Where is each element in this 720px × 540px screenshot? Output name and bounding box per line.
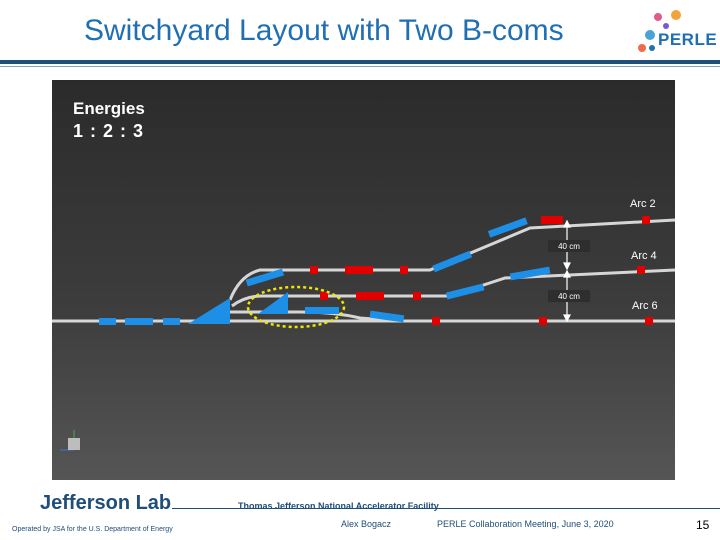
arc-2-label: Arc 2 — [630, 198, 656, 210]
dipole — [488, 217, 528, 237]
author-name: Alex Bogacz — [341, 519, 392, 529]
dipole — [510, 267, 551, 281]
quad — [413, 292, 421, 300]
quad — [645, 317, 653, 325]
dipole — [432, 251, 472, 272]
quad — [432, 317, 440, 325]
operated-by-text: Operated by JSA for the U.S. Department of Energy — [12, 526, 173, 533]
quad — [320, 292, 328, 300]
dipole — [446, 283, 485, 299]
axis-gizmo — [60, 430, 80, 450]
slide-title: Switchyard Layout with Two B-coms — [84, 14, 564, 47]
jefferson-lab-logo: Jefferson Lab — [40, 492, 172, 514]
spacing-label-2: 40 cm — [558, 292, 580, 301]
spacing-arrows — [564, 221, 570, 321]
arrow-head — [564, 263, 570, 269]
axis-cube — [68, 438, 80, 450]
meeting-info: PERLE Collaboration Meeting, June 3, 2020 — [437, 519, 614, 529]
quad — [345, 266, 373, 274]
page-number: 15 — [696, 518, 710, 532]
quad — [400, 266, 408, 274]
perle-logo-text: PERLE — [658, 30, 718, 49]
energies-ratio: 1 : 2 : 3 — [73, 121, 145, 141]
septum-dipole — [188, 298, 230, 324]
arc-4-label: Arc 4 — [631, 250, 657, 262]
energies-title: Energies — [73, 99, 145, 118]
quad — [539, 317, 547, 325]
arc-6-label: Arc 6 — [632, 300, 658, 312]
arrow-head — [564, 221, 570, 227]
dipole — [163, 318, 180, 325]
arrow-head — [564, 271, 570, 277]
quadrupoles — [310, 216, 653, 325]
quad — [642, 216, 650, 224]
quad — [637, 266, 645, 274]
dipole — [125, 318, 153, 325]
spacing-label-1: 40 cm — [558, 242, 580, 251]
dipole — [305, 307, 339, 314]
quad — [356, 292, 384, 300]
quad — [541, 216, 563, 224]
quad — [310, 266, 318, 274]
facility-name: Thomas Jefferson National Accelerator Facility — [238, 501, 439, 511]
dipole — [99, 318, 116, 325]
